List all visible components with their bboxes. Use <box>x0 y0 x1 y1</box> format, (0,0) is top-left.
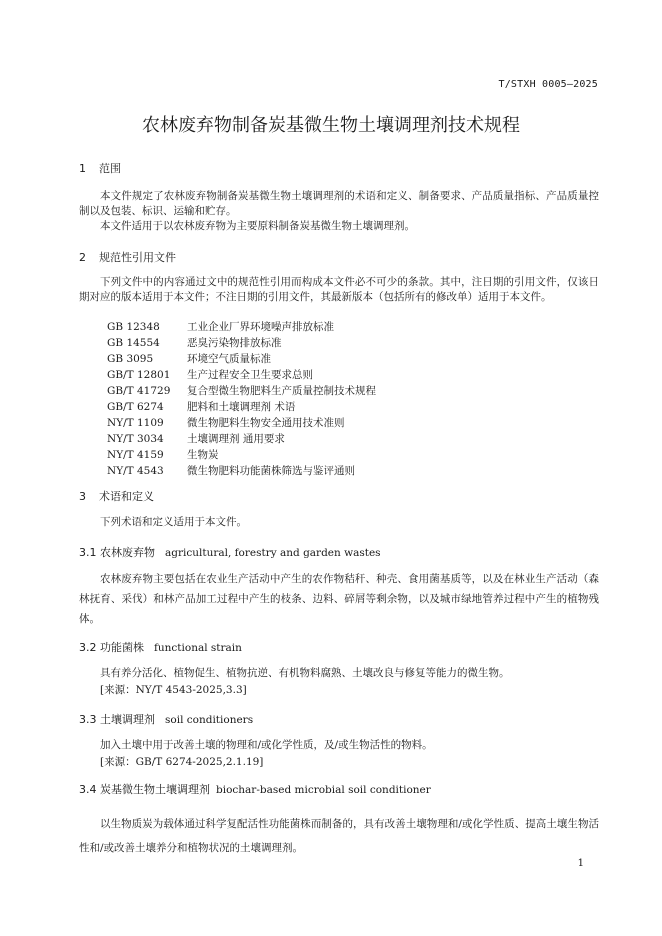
term-english: functional strain <box>154 642 242 654</box>
reference-code: GB/T 41729 <box>107 385 171 397</box>
reference-name: 土壤调理剂 通用要求 <box>187 433 285 445</box>
page-number: 1 <box>577 858 584 869</box>
reference-row <box>107 367 376 383</box>
reference-row <box>107 431 376 447</box>
reference-code: GB 3095 <box>107 353 154 365</box>
reference-name: 肥料和土壤调理剂 术语 <box>187 401 296 413</box>
reference-code: NY/T 4159 <box>107 449 164 461</box>
reference-name: 微生物肥料生物安全通用技术准则 <box>187 417 345 429</box>
reference-name: 复合型微生物肥料生产质量控制技术规程 <box>187 385 376 397</box>
section-1-paragraph-1: 本文件规定了农林废弃物制备炭基微生物土壤调理剂的术语和定义、制备要求、产品质量指标、产品质量控制以及包装、标识、运输和贮存。 <box>79 190 599 217</box>
term-3-2-definition: 具有养分活化、植物促生、植物抗逆、有机物料腐熟、土壤改良与修复等能力的微生物。 <box>100 667 510 679</box>
reference-code: GB 12348 <box>107 321 160 333</box>
term-english: soil conditioners <box>165 714 254 726</box>
term-name: 土壤调理剂 <box>100 713 155 726</box>
term-3-2-heading <box>79 639 242 655</box>
reference-name: 生物炭 <box>187 449 219 461</box>
reference-row <box>107 351 376 367</box>
reference-name: 生产过程安全卫生要求总则 <box>187 369 313 381</box>
term-3-2-source: [来源：NY/T 4543-2025,3.3] <box>100 684 247 696</box>
reference-row <box>107 383 376 399</box>
document-number: T/STXH 0005—2025 <box>498 79 598 90</box>
reference-code: NY/T 3034 <box>107 433 164 445</box>
reference-row <box>107 399 376 415</box>
reference-code: GB/T 6274 <box>107 401 164 413</box>
term-3-4-definition: 以生物质炭为载体通过科学复配活性功能菌株而制备的，具有改善土壤物理和/或化学性质、提高土壤生物活性和/或改善土壤养分和植物状况的土壤调理剂。 <box>79 818 599 854</box>
reference-row <box>107 335 376 351</box>
reference-code: NY/T 4543 <box>107 465 164 477</box>
reference-name: 环境空气质量标准 <box>187 353 271 365</box>
section-title: 范围 <box>99 162 121 175</box>
section-2-paragraph: 下列文件中的内容通过文中的规范性引用而构成本文件必不可少的条款。其中，注日期的引用文件，仅该日期对应的版本适用于本文件；不注日期的引用文件，其最新版本（包括所有的修改单）适用于本文件。 <box>79 276 599 303</box>
reference-name: 恶臭污染物排放标准 <box>187 337 282 349</box>
reference-row <box>107 415 376 431</box>
term-number: 3.3 <box>79 713 97 726</box>
reference-name: 微生物肥料功能菌株筛选与鉴评通则 <box>187 465 355 477</box>
reference-row <box>107 447 376 463</box>
section-3-intro: 下列术语和定义适用于本文件。 <box>100 516 247 528</box>
term-number: 3.1 <box>79 546 97 559</box>
term-3-1-definition: 农林废弃物主要包括在农业生产活动中产生的农作物秸秆、种壳、食用菌基质等，以及在林业生产活动（森林抚育、采伐）和林产品加工过程中产生的枝条、边料、碎屑等剩余物，以及城市绿地管养过程中产生的植物残体。 <box>79 573 599 625</box>
reference-code: GB/T 12801 <box>107 369 171 381</box>
reference-code: GB 14554 <box>107 337 160 349</box>
section-title: 规范性引用文件 <box>99 251 176 264</box>
section-1-heading <box>79 160 121 176</box>
term-name: 农林废弃物 <box>100 546 155 559</box>
section-title: 术语和定义 <box>99 490 154 503</box>
term-3-3-heading <box>79 711 253 727</box>
section-1-paragraph-2: 本文件适用于以农林废弃物为主要原料制备炭基微生物土壤调理剂。 <box>100 220 415 232</box>
reference-row <box>107 463 376 479</box>
term-3-1-heading <box>79 544 381 560</box>
term-3-3-source: [来源：GB/T 6274-2025,2.1.19] <box>100 756 264 768</box>
term-name: 炭基微生物土壤调理剂 <box>100 783 210 796</box>
section-3-heading <box>79 488 154 504</box>
reference-name: 工业企业厂界环境噪声排放标准 <box>187 321 334 333</box>
section-number: 3 <box>79 490 86 503</box>
document-title: 农林废弃物制备炭基微生物土壤调理剂技术规程 <box>142 115 520 136</box>
term-3-3-definition: 加入土壤中用于改善土壤的物理和/或化学性质，及/或生物活性的物料。 <box>100 739 433 751</box>
term-english: agricultural, forestry and garden wastes <box>165 547 381 559</box>
reference-code: NY/T 1109 <box>107 417 164 429</box>
term-number: 3.2 <box>79 641 97 654</box>
section-number: 1 <box>79 162 86 175</box>
term-name: 功能菌株 <box>100 641 144 654</box>
section-2-heading <box>79 249 176 265</box>
section-number: 2 <box>79 251 86 264</box>
normative-references-list <box>107 319 376 479</box>
term-english: biochar-based microbial soil conditioner <box>216 784 431 796</box>
reference-row <box>107 319 376 335</box>
term-3-4-heading <box>79 781 431 797</box>
term-number: 3.4 <box>79 783 97 796</box>
